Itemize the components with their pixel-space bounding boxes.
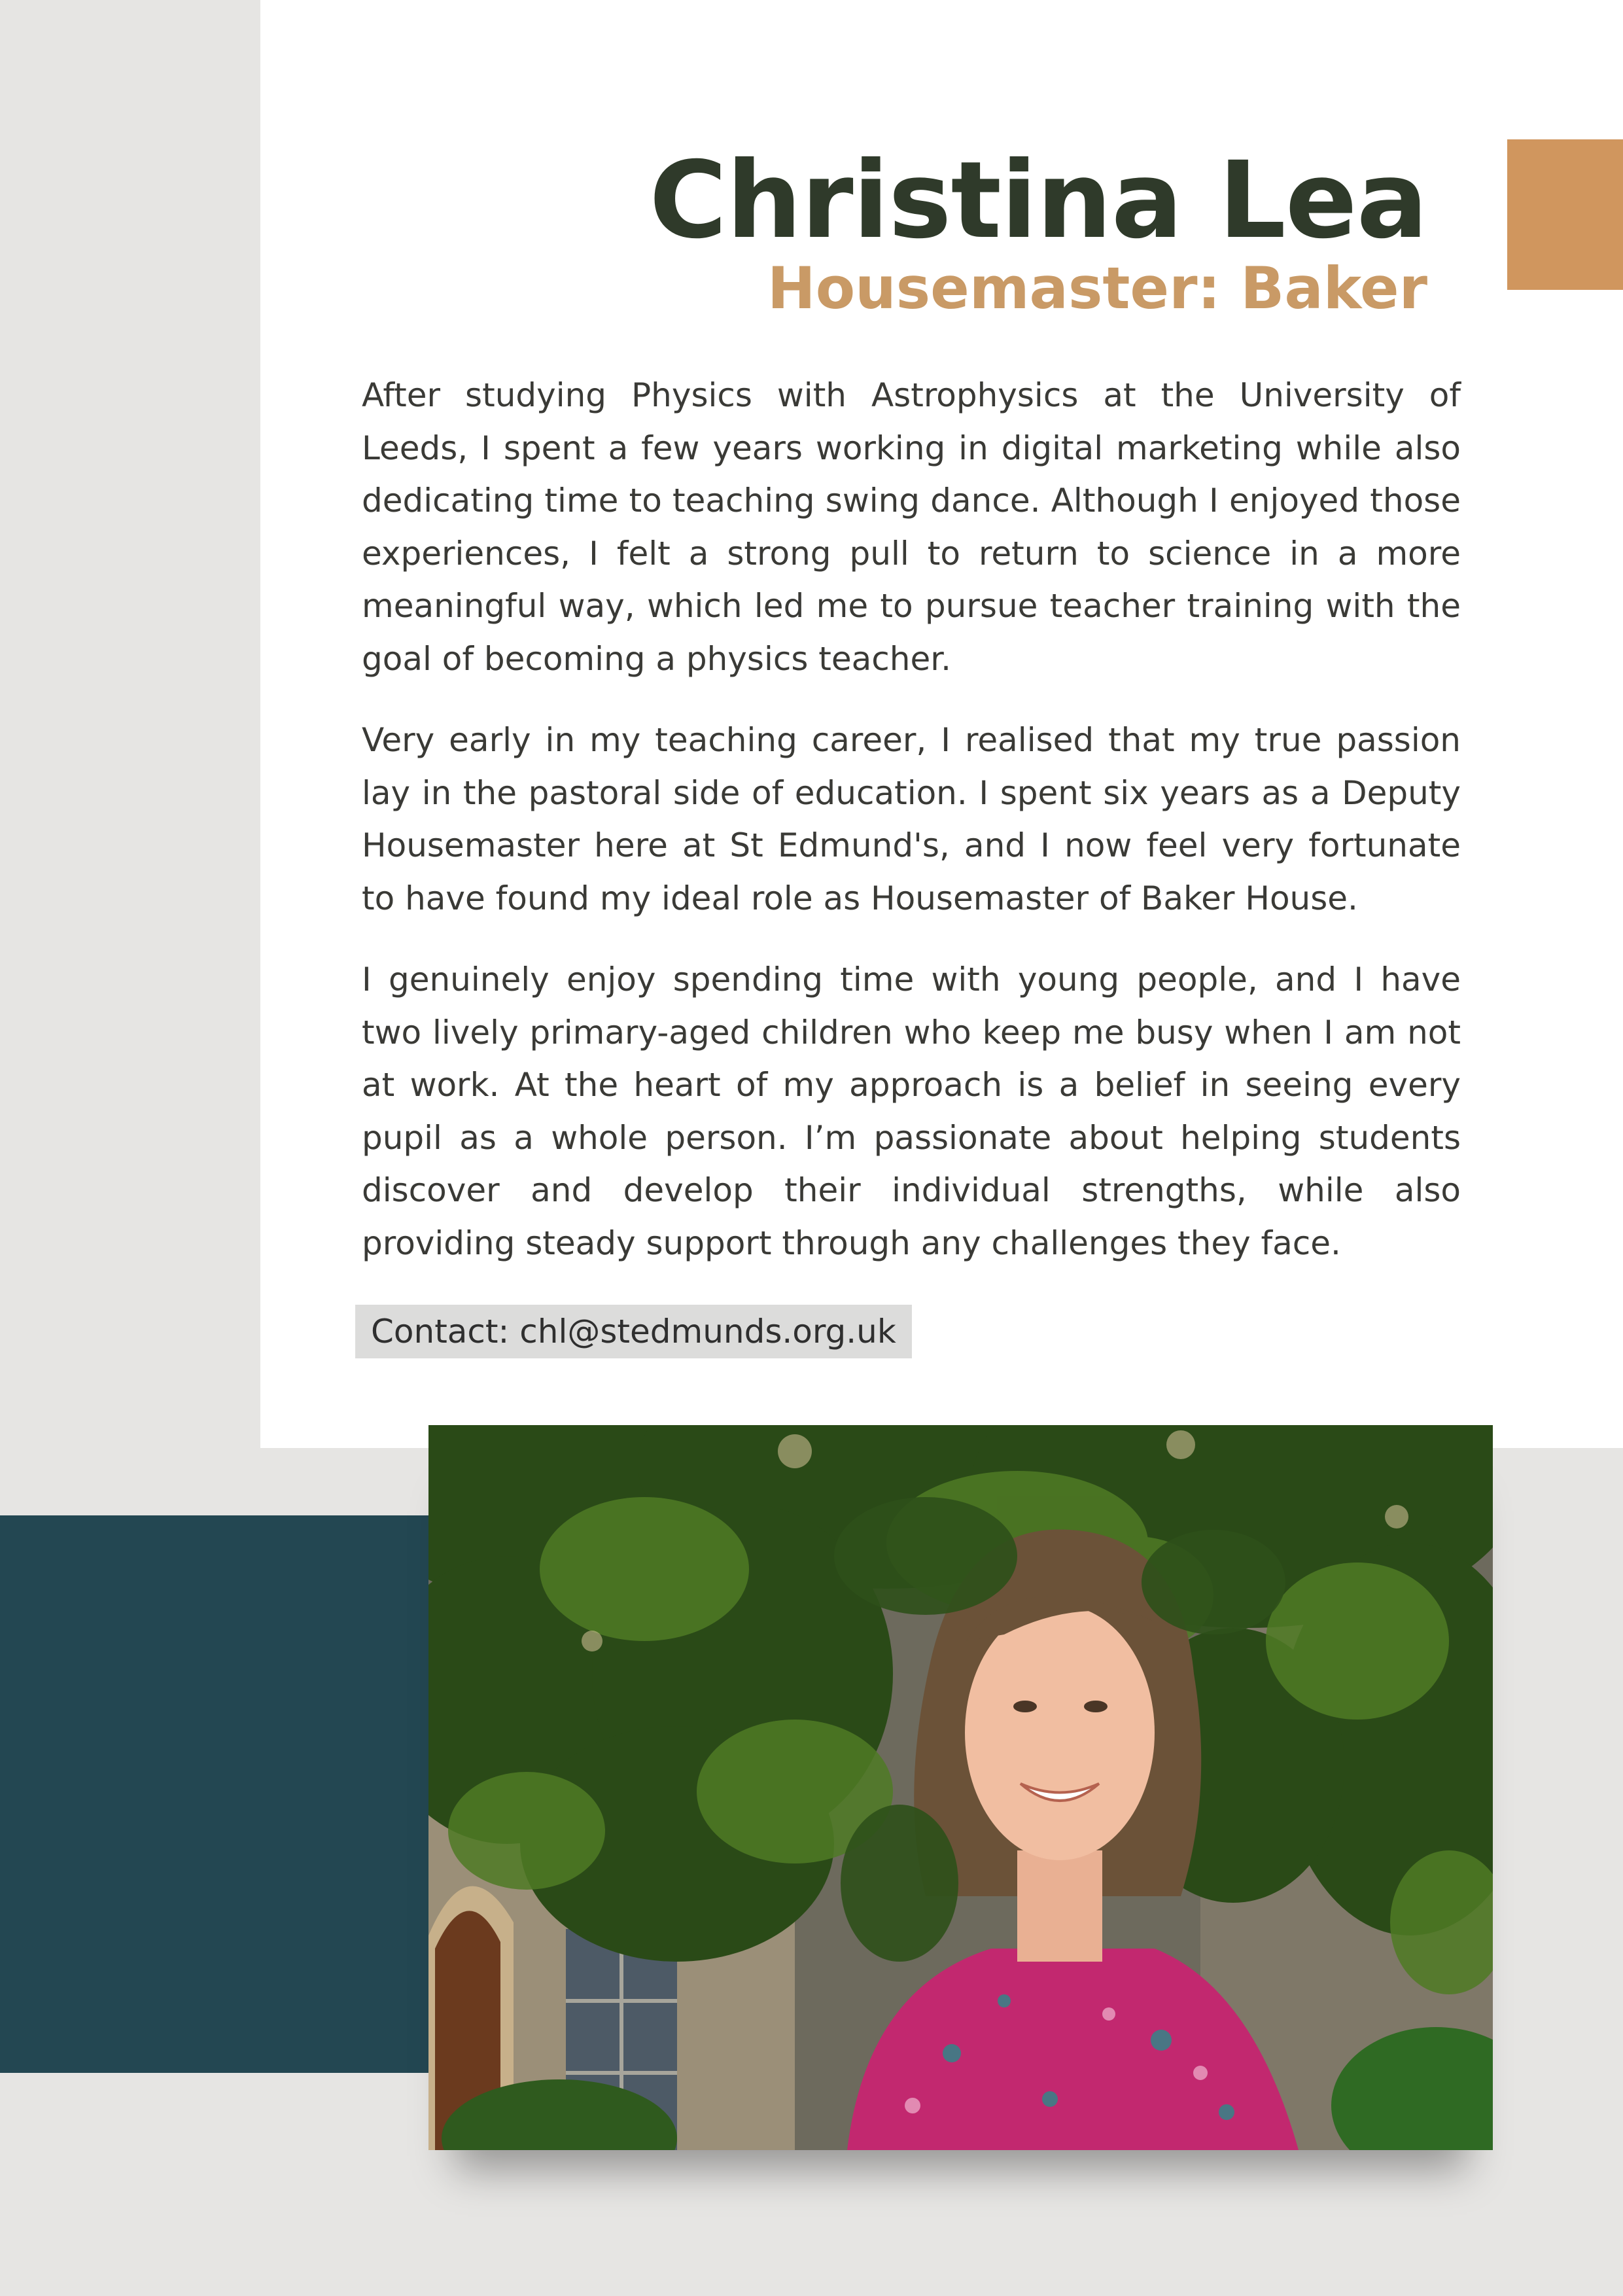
profile-role: Housemaster: Baker — [767, 255, 1427, 322]
accent-block-teal — [0, 1515, 432, 2073]
accent-block-tan — [1507, 139, 1623, 290]
profile-name: Christina Lea — [649, 139, 1427, 262]
portrait-illustration — [428, 1425, 1493, 2150]
bio-paragraph: I genuinely enjoy spending time with young people, and I have two lively primary-aged children who keep me busy when I am not at work. At the heart of my approach is a belief in seeing every pupil as a whole person. I’m passionate about helping students discover and develop their individual strengths, while also providing steady support through any challenges they face. — [362, 961, 1461, 1262]
profile-photo — [428, 1425, 1493, 2150]
bio-paragraph: Very early in my teaching career, I realised that my true passion lay in the pastoral side of education. I spent six years as a Deputy Housemaster here at St Edmund's, and I now feel very fortunate to have found my ideal role as Housemaster of Baker House. — [362, 721, 1461, 917]
contact-label: Contact: chl@stedmunds.org.uk — [355, 1305, 912, 1358]
bio-paragraph: After studying Physics with Astrophysics at the University of Leeds, I spent a few years working in digital marketing while also dedicating time to teaching swing dance. Although I enjoyed those experiences, I felt a strong pull to return to science in a more meaningful way, which led me to pursue teacher training with the goal of becoming a physics teacher. — [362, 376, 1461, 678]
bio-section — [362, 369, 1461, 1298]
